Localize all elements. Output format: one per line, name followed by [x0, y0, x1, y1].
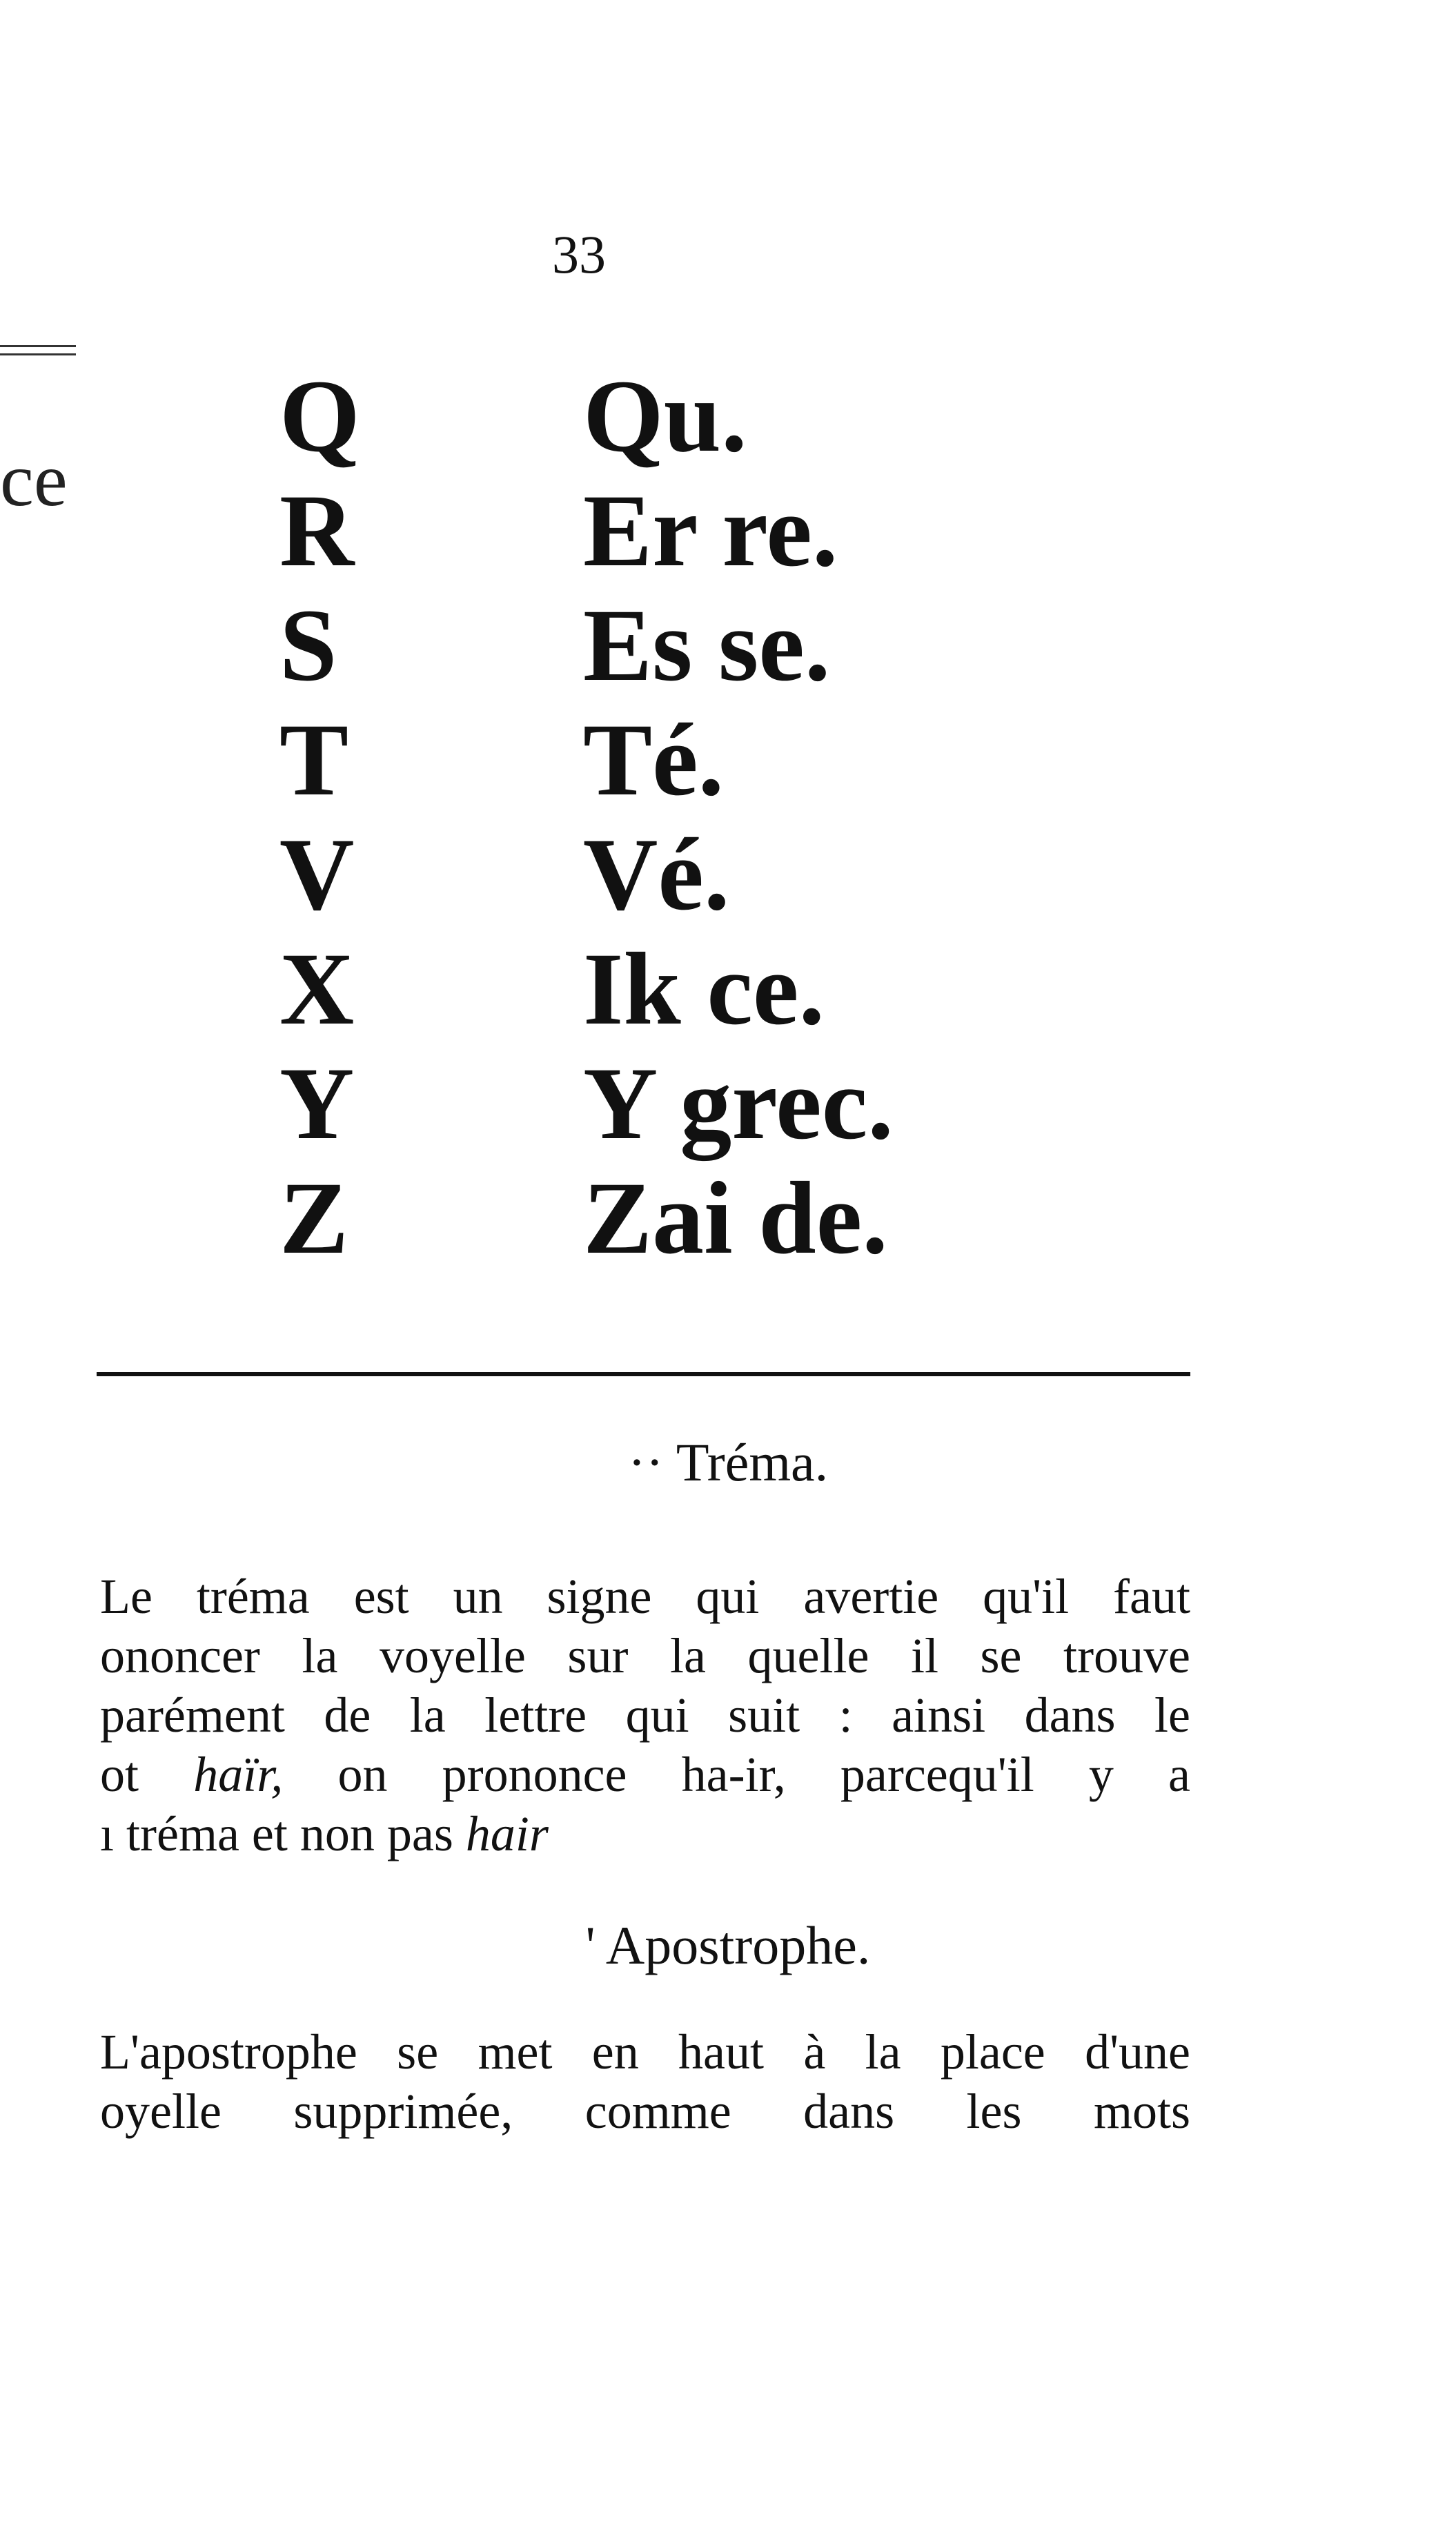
- letter-name: Es se.: [583, 588, 831, 703]
- alphabet-row: [279, 1161, 1039, 1275]
- letter: Z: [279, 1161, 349, 1275]
- letter: Y: [279, 1046, 355, 1161]
- letter: Q: [279, 359, 360, 473]
- alphabet-row: [279, 703, 1039, 817]
- trema-paragraph: [100, 1567, 1190, 1864]
- letter-name: Té.: [583, 703, 725, 817]
- alphabet-row: [279, 473, 1039, 588]
- letter-name: Y grec.: [583, 1046, 894, 1161]
- section-divider: [97, 1372, 1190, 1376]
- paragraph-line: Le tréma est un signe qui avertie qu'il faut: [100, 1569, 1190, 1624]
- letter-name: Ik ce.: [583, 932, 825, 1046]
- letter: S: [279, 588, 337, 703]
- page-number: 33: [552, 224, 606, 284]
- margin-rule: [0, 353, 76, 355]
- paragraph-line: parément de la lettre qui suit : ainsi dans le: [100, 1688, 1190, 1743]
- alphabet-row: [279, 932, 1039, 1046]
- line-fragment: ı tréma et non pas: [100, 1806, 453, 1861]
- italic-word: hair: [465, 1806, 549, 1861]
- letter-name: Zai de.: [583, 1161, 888, 1275]
- letter: V: [279, 817, 355, 932]
- paragraph-line: oyelle supprimée, comme dans les mots: [100, 2084, 1190, 2139]
- trema-heading: ·· Tréma.: [627, 1432, 829, 1492]
- letter-name: Qu.: [583, 359, 747, 473]
- line-fragment: on prononce ha-ir, parcequ'il y a: [337, 1747, 1191, 1802]
- alphabet-row: [279, 817, 1039, 932]
- margin-text-fragment: ce: [0, 438, 68, 522]
- alphabet-table: [279, 359, 1039, 1275]
- letter: T: [279, 703, 349, 817]
- alphabet-row: [279, 1046, 1039, 1161]
- paragraph-line: ononcer la voyelle sur la quelle il se trouve: [100, 1628, 1190, 1683]
- alphabet-row: [279, 359, 1039, 473]
- margin-rule: [0, 345, 76, 347]
- alphabet-row: [279, 588, 1039, 703]
- letter: R: [279, 473, 355, 588]
- paragraph-line: [100, 1745, 1190, 1804]
- apostrophe-heading: ' Apostrophe.: [585, 1915, 871, 1975]
- letter: X: [279, 932, 355, 1046]
- line-fragment: ot: [100, 1747, 139, 1802]
- paragraph-line: L'apostrophe se met en haut à la place d'une: [100, 2024, 1190, 2080]
- letter-name: Er re.: [583, 473, 838, 588]
- letter-name: Vé.: [583, 817, 730, 932]
- italic-word: haïr,: [193, 1747, 284, 1802]
- paragraph-line: [100, 1804, 1190, 1864]
- apostrophe-paragraph: [100, 2022, 1190, 2141]
